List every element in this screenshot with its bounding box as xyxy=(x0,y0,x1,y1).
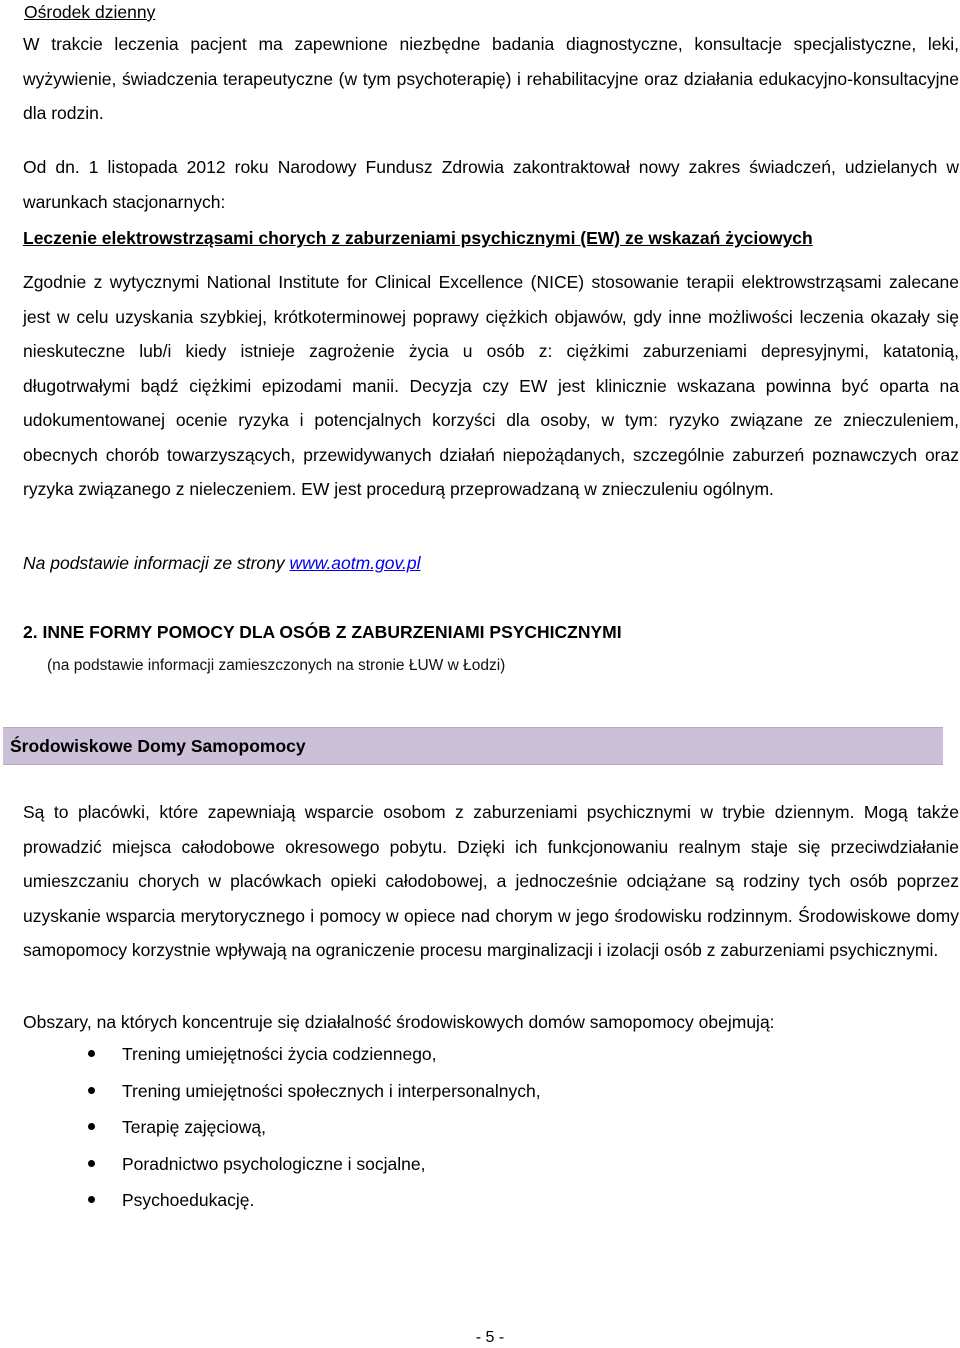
paragraph-treatment-scope: W trakcie leczenia pacjent ma zapewnione niezbędne badania diagnostyczne, konsultacje specjalistyczne, leki, wyżywienie, świadczenia terapeutyczne (w tym psychoterapię) i rehabilitacyjne oraz działania edukacyjno-konsultacyjne dla rodzin. xyxy=(23,34,959,123)
list-item-text: Terapię zajęciową, xyxy=(122,1117,266,1137)
areas-intro: Obszary, na których koncentruje się działalność środowiskowych domów samopomocy obejmują: xyxy=(23,1012,775,1032)
paragraph-self-help-homes: Są to placówki, które zapewniają wsparcie osobom z zaburzeniami psychicznymi w trybie dziennym. Mogą także prowadzić miejsca całodobowe okresowego pobytu. Dzięki ich funkcjonowaniu realnym staje się przeciwdziałanie umieszczaniu chorych w placówkach opieki całodobowej, a jednocześnie odciążane są rodziny tych osób poprzez uzyskanie wsparcia merytorycznego i pomocy w opiece nad chorym w jego środowisku rodzinnym. Środowiskowe domy samopomocy korzystnie wpływają na ograniczenie procesu marginalizacji i izolacji osób z zaburzeniami psychicznymi. xyxy=(23,802,959,960)
source-link[interactable]: www.aotm.gov.pl xyxy=(289,553,421,573)
section-number: 2. xyxy=(23,622,38,642)
areas-list xyxy=(0,1043,960,1226)
bullet-icon xyxy=(88,1123,95,1130)
list-item xyxy=(0,1116,960,1153)
page-number: - 5 - xyxy=(475,1329,505,1346)
section-2-subtitle: (na podstawie informacji zamieszczonych na stronie ŁUW w Łodzi) xyxy=(47,657,506,674)
ew-treatment-heading: Leczenie elektrowstrząsami chorych z zaburzeniami psychicznymi (EW) ze wskazań życiowych xyxy=(23,228,813,248)
section-heading-day-center: Ośrodek dzienny xyxy=(24,2,156,22)
bullet-icon xyxy=(88,1050,95,1057)
bullet-icon xyxy=(88,1160,95,1167)
section-2-title xyxy=(23,621,622,643)
bullet-icon xyxy=(88,1087,95,1094)
paragraph-nice-guidelines: Zgodnie z wytycznymi National Institute for Clinical Excellence (NICE) stosowanie terapii elektrowstrząsami zalecane jest w celu uzyskania szybkiej, krótkoterminowej poprawy ciężkich objawów, gdy inne możliwości leczenia okazały się nieskuteczne lub/i kiedy istnieje zagrożenie życia u osób z: ciężkimi zaburzeniami depresyjnymi, katatonią, długotrwałymi bądź ciężkimi epizodami manii. Decyzja czy EW jest klinicznie wskazana powinna być oparta na udokumentowanej ocenie ryzyka i potencjalnych korzyści dla osoby, w tym: ryzyko związane ze znieczuleniem, obecnych chorób towarzyszących, przewidywanych działań niepożądanych, szczególnie zaburzeń poznawczych oraz ryzyka związanego z nieleczeniem. EW jest procedurą przeprowadzaną w znieczuleniu ogólnym. xyxy=(23,272,959,499)
list-item-text: Trening umiejętności społecznych i interpersonalnych, xyxy=(122,1080,541,1101)
list-item xyxy=(0,1043,960,1080)
paragraph-nfz-contract: Od dn. 1 listopada 2012 roku Narodowy Fundusz Zdrowia zakontraktował nowy zakres świadczeń, udzielanych w warunkach stacjonarnych: xyxy=(23,157,959,212)
list-item-text: Psychoedukację. xyxy=(122,1190,255,1210)
list-item-text: Poradnictwo psychologiczne i socjalne, xyxy=(122,1153,426,1174)
source-note xyxy=(23,552,420,574)
list-item xyxy=(0,1080,960,1117)
list-item-text: Trening umiejętności życia codziennego, xyxy=(122,1044,437,1064)
source-prefix: Na podstawie informacji ze strony xyxy=(23,553,290,573)
section-band xyxy=(3,727,943,765)
list-item xyxy=(0,1153,960,1190)
list-item xyxy=(0,1189,960,1226)
bullet-icon xyxy=(88,1196,95,1203)
section-title-text: INNE FORMY POMOCY DLA OSÓB Z ZABURZENIAMI PSYCHICZNYMI xyxy=(42,622,622,642)
band-title: Środowiskowe Domy Samopomocy xyxy=(10,736,306,756)
